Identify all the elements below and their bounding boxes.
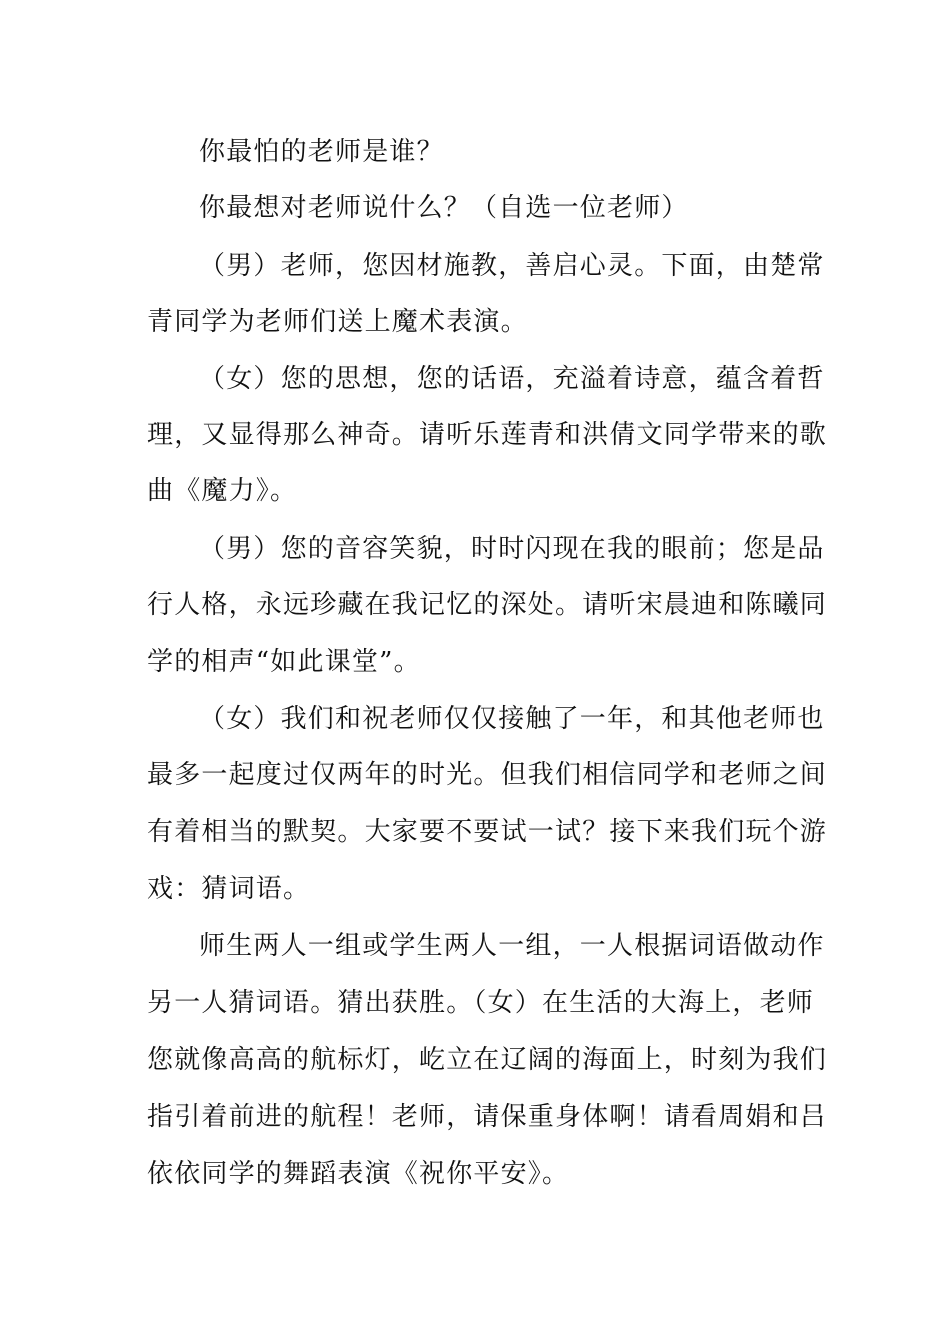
text-line: 戏：猜词语。 (147, 874, 311, 904)
text-line: 理，又显得那么神奇。请听乐莲青和洪倩文同学带来的歌 (147, 420, 828, 450)
text-line: 学的相声“如此课堂”。 (147, 647, 421, 677)
text-line: （女）我们和祝老师仅仅接触了一年，和其他老师也 (199, 704, 825, 734)
text-line: 师生两人一组或学生两人一组，一人根据词语做动作 (199, 931, 825, 961)
text-line: 依依同学的舞蹈表演《祝你平安》。 (147, 1159, 570, 1189)
text-line: 青同学为老师们送上魔术表演。 (147, 307, 528, 337)
text-line: 行人格，永远珍藏在我记忆的深处。请听宋晨迪和陈曦同 (147, 590, 828, 620)
text-line: 你最想对老师说什么？（自选一位老师） (199, 193, 689, 223)
text-line: 指引着前进的航程！老师，请保重身体啊！请看周娟和吕 (147, 1102, 828, 1132)
text-line: 曲《魔力》。 (147, 476, 298, 506)
text-line: 最多一起度过仅两年的时光。但我们相信同学和老师之间 (147, 760, 828, 790)
text-line: 另一人猜词语。猜出获胜。（女）在生活的大海上，老师 (147, 988, 815, 1018)
text-line: （男）您的音容笑貌，时时闪现在我的眼前；您是品 (199, 534, 825, 564)
text-line: （女）您的思想，您的话语，充溢着诗意，蕴含着哲 (199, 364, 825, 394)
text-line: 有着相当的默契。大家要不要试一试？接下来我们玩个游 (147, 817, 828, 847)
text-line: （男）老师，您因材施教，善启心灵。下面，由楚常 (199, 251, 825, 281)
text-line: 你最怕的老师是谁？ (199, 137, 444, 167)
text-line: 您就像高高的航标灯，屹立在辽阔的海面上，时刻为我们 (147, 1045, 828, 1075)
